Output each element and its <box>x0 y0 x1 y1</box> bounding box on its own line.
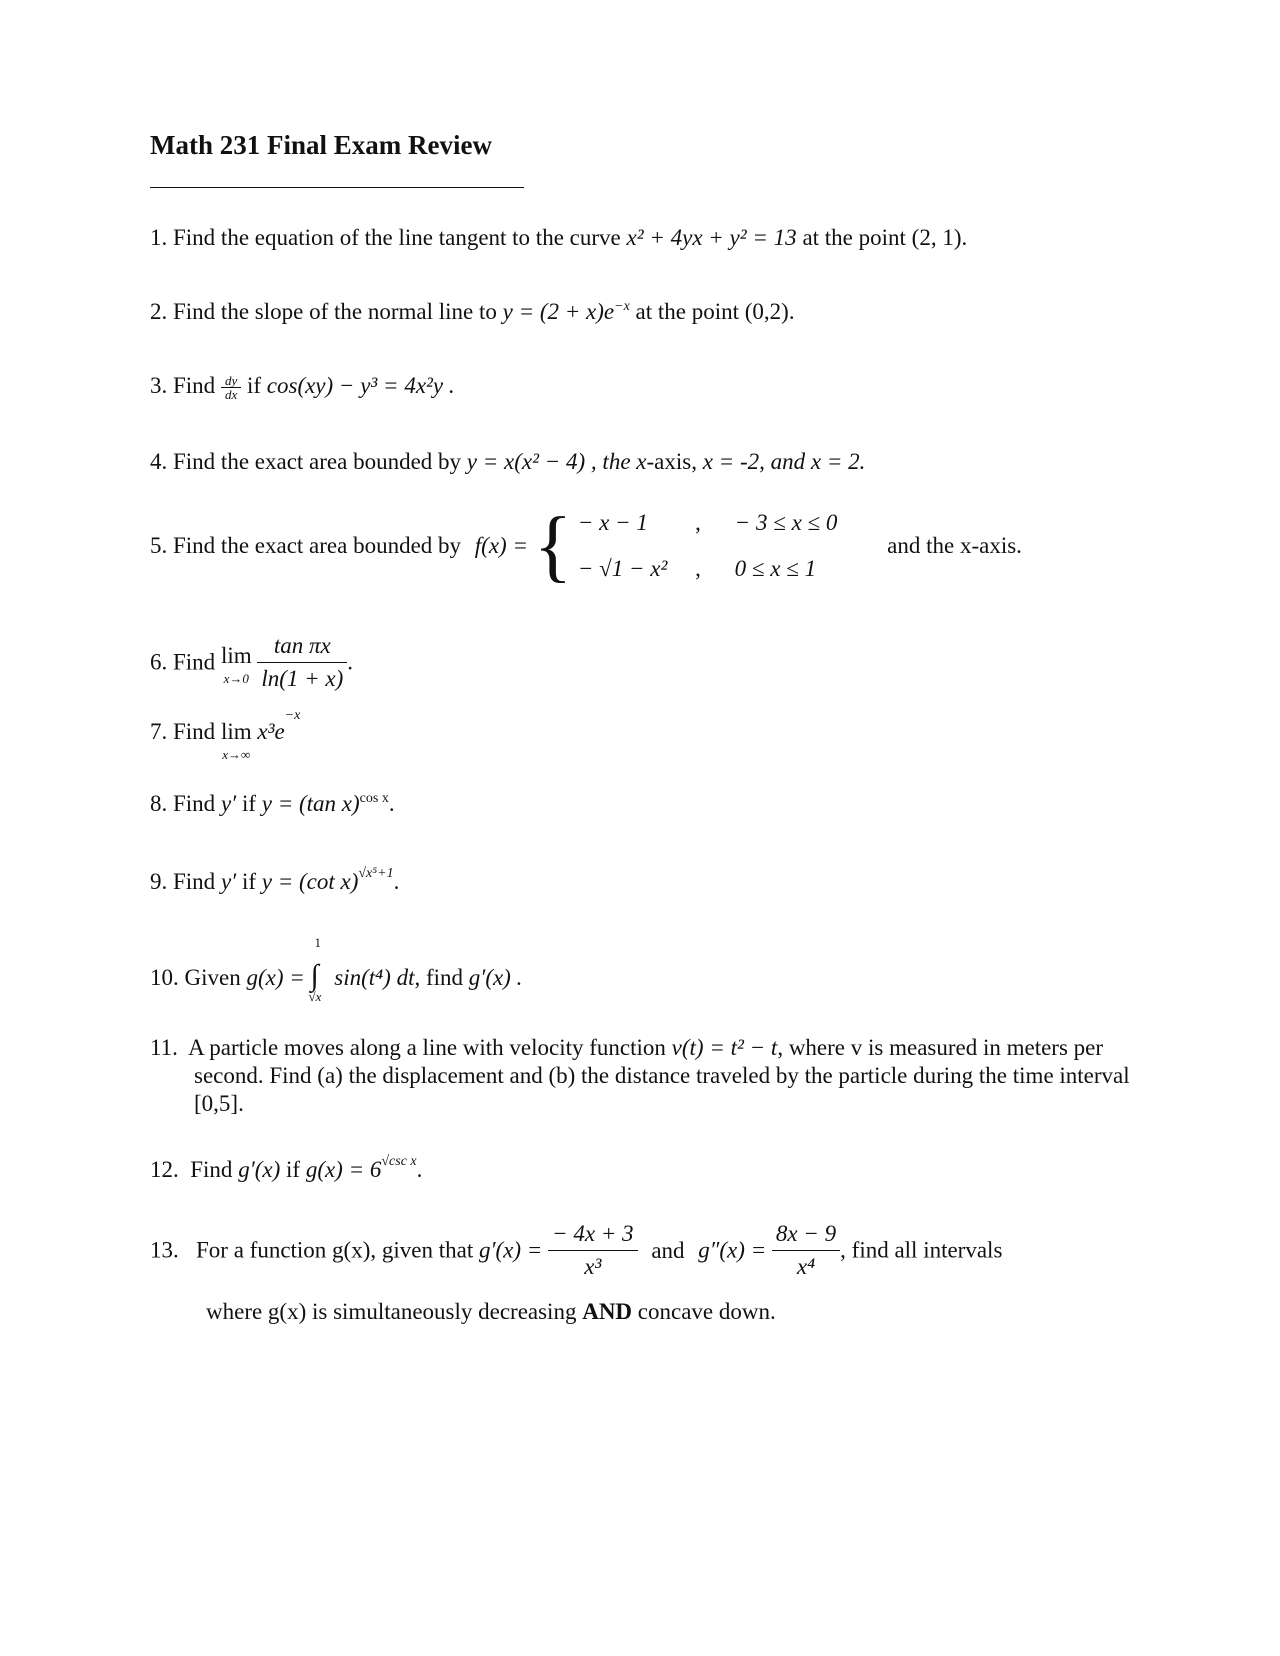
problem-text: if <box>286 1157 301 1182</box>
problem-text: For a function g(x), given that <box>196 1237 474 1263</box>
limit-operator <box>221 716 252 762</box>
exponent: √x⁵+1 <box>358 866 394 881</box>
piecewise-values <box>578 500 668 592</box>
problem-number: 10. <box>150 965 179 990</box>
problem-number: 12. <box>150 1157 179 1182</box>
problem-number: 6. <box>150 649 168 675</box>
problem-number: 7. <box>150 719 168 744</box>
fraction-numerator: − 4x + 3 <box>548 1218 638 1251</box>
problem-text: -axis, <box>646 449 697 474</box>
left-brace: { <box>533 502 573 590</box>
problem-11 <box>150 1034 1154 1118</box>
problem-number: 1. <box>150 225 168 250</box>
limit-label: lim <box>220 719 252 744</box>
derivative-symbol: y′ <box>220 791 237 816</box>
equation: x = -2, and <box>702 449 806 474</box>
function-derivative: g′(x) . <box>468 965 523 990</box>
problem-text: and the x-axis. <box>887 533 1022 558</box>
fraction-denominator: dx <box>224 387 238 403</box>
problem-number: 4. <box>150 449 168 474</box>
equation: y = (2 + x)e <box>502 299 615 324</box>
equation: y = x(x² − 4) , the <box>466 449 631 474</box>
equation: g(x) = 6 <box>305 1157 382 1182</box>
function-derivative: g′(x) <box>238 1157 281 1182</box>
problem-text: Find the slope of the normal line to <box>173 299 497 324</box>
problem-13 <box>150 1218 1002 1283</box>
limit-subscript: x→∞ <box>222 747 251 762</box>
problem-text: and <box>651 1237 685 1263</box>
exponent: −x <box>614 299 630 314</box>
limit-operator <box>221 640 252 686</box>
equation: y = (tan x) <box>261 791 360 816</box>
problem-text: Find <box>190 1157 233 1182</box>
problem-text: if <box>246 373 262 398</box>
exponent: cos x <box>359 791 389 806</box>
fraction-denominator: x⁴ <box>796 1254 816 1279</box>
derivative-fraction <box>221 374 241 401</box>
variable: x <box>636 449 647 474</box>
piecewise-conditions <box>735 500 838 592</box>
problem-text: , find <box>414 965 464 990</box>
problem-6 <box>150 630 353 695</box>
emphasis: AND <box>582 1299 633 1324</box>
limit-fraction <box>257 630 347 695</box>
exponent: −x <box>284 708 301 723</box>
function-derivative: g′(x) = <box>478 1237 543 1263</box>
punctuation: . <box>388 791 395 816</box>
punctuation: . <box>393 869 400 894</box>
problem-7 <box>150 708 301 762</box>
problem-number: 5. <box>150 533 168 558</box>
problem-number: 13. <box>150 1237 179 1263</box>
problem-3 <box>150 370 455 402</box>
problem-2 <box>150 296 795 328</box>
problem-text: concave down. <box>637 1299 776 1324</box>
equation: y = (cot x) <box>261 869 359 894</box>
fraction-denominator: ln(1 + x) <box>261 666 344 691</box>
integrand: sin(t⁴) dt <box>334 965 415 990</box>
problem-12 <box>150 1154 422 1186</box>
problem-text: at the point (2, 1). <box>802 225 968 250</box>
problem-text: , where v is measured in meters per second. Find (a) the displacement and (b) the distance traveled by the particle during the time interval [0,5]. <box>194 1035 1130 1116</box>
problem-text: Given <box>184 965 241 990</box>
problem-text: Find <box>173 649 216 675</box>
problem-text: Find <box>173 869 216 894</box>
integral-lower-limit: √x <box>308 989 322 1004</box>
problem-text: Find the equation of the line tangent to the curve <box>173 225 621 250</box>
problem-9 <box>150 866 399 898</box>
problem-text: at the point (0,2). <box>635 299 795 324</box>
second-derivative-fraction <box>772 1218 840 1283</box>
problem-number: 11. <box>150 1035 178 1060</box>
fraction-denominator: x³ <box>584 1254 602 1279</box>
integral-upper-limit: 1 <box>314 935 322 950</box>
problem-text: A particle moves along a line with velocity function <box>188 1035 666 1060</box>
equation: x² + 4yx + y² = 13 <box>626 225 797 250</box>
equation: v(t) = t² − t <box>671 1035 778 1060</box>
problem-4 <box>150 446 865 478</box>
title-underline <box>150 187 524 188</box>
first-derivative-fraction <box>548 1218 638 1283</box>
fraction-numerator: dy <box>221 374 241 388</box>
problem-number: 3. <box>150 373 168 398</box>
equation: x = 2. <box>810 449 866 474</box>
exponent: √csc x <box>381 1154 417 1169</box>
problem-13-line-2 <box>206 1296 776 1328</box>
case-expression: − x − 1 <box>577 510 648 535</box>
page-title: Math 231 Final Exam Review <box>150 130 492 160</box>
function-name: f(x) = <box>474 533 528 558</box>
separator: , <box>695 556 701 581</box>
limit-label: lim <box>220 642 252 668</box>
separator: , <box>695 510 701 535</box>
problem-number: 8. <box>150 791 168 816</box>
problem-text: where g(x) is simultaneously decreasing <box>206 1299 577 1324</box>
problem-text: , find all intervals <box>840 1237 1003 1263</box>
punctuation: . <box>416 1157 423 1182</box>
problem-text: Find <box>173 791 216 816</box>
fraction-numerator: 8x − 9 <box>772 1218 840 1251</box>
problem-1 <box>150 222 967 254</box>
function-name: g(x) = <box>246 965 305 990</box>
problem-number: 2. <box>150 299 168 324</box>
equation: x³e <box>257 719 285 744</box>
problem-text: if <box>241 791 256 816</box>
problem-text: Find the exact area bounded by <box>173 533 462 558</box>
limit-subscript: x→0 <box>223 670 249 686</box>
function-derivative: g″(x) = <box>698 1237 767 1263</box>
case-condition: − 3 ≤ x ≤ 0 <box>734 510 838 535</box>
integral-sign: 1 ∫ √x <box>308 935 322 1004</box>
case-condition: 0 ≤ x ≤ 1 <box>734 556 817 581</box>
problem-text: Find the exact area bounded by <box>173 449 462 474</box>
problem-text: Find <box>173 719 216 744</box>
problem-5 <box>150 500 1022 592</box>
fraction-numerator: tan πx <box>257 630 347 663</box>
punctuation: . <box>347 649 354 675</box>
piecewise-commas <box>695 500 701 592</box>
problem-text: Find <box>173 373 216 398</box>
derivative-symbol: y′ <box>220 869 237 894</box>
problem-10 <box>150 935 523 1004</box>
problem-number: 9. <box>150 869 168 894</box>
equation: cos(xy) − y³ = 4x²y . <box>266 373 455 398</box>
problem-text: if <box>241 869 256 894</box>
problem-8 <box>150 788 395 820</box>
case-expression: − √1 − x² <box>577 556 668 581</box>
